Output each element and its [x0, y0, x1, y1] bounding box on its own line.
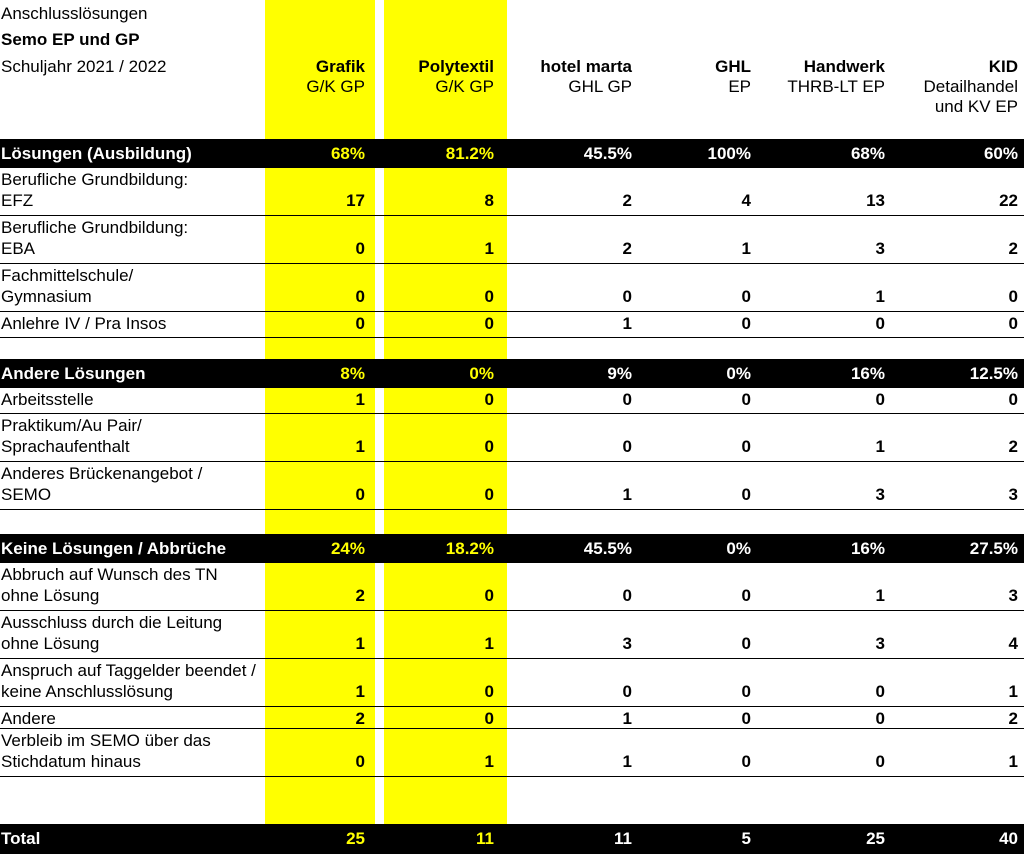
row-label — [1, 660, 256, 702]
table-row — [0, 611, 1024, 659]
row-label — [1, 463, 202, 505]
cell-value: 3 — [1008, 485, 1018, 504]
section-percentage: 24% — [330, 539, 365, 558]
row-label-line: Anlehre IV / Pra Insos — [1, 314, 167, 333]
row-label-line: Praktikum/Au Pair/ — [1, 416, 142, 435]
cell-value: 0 — [741, 485, 751, 504]
table-row — [0, 659, 1024, 707]
column-subtitle: und KV EP — [934, 97, 1018, 116]
cell-value: 2 — [622, 239, 632, 258]
section-percentage: 45.5% — [583, 144, 632, 163]
row-label-line: Stichdatum hinaus — [1, 752, 141, 771]
row-label — [1, 389, 94, 410]
table-row — [0, 707, 1024, 729]
cell-value: 2 — [355, 586, 365, 605]
section-percentage: 11 — [476, 829, 494, 848]
column-header — [858, 57, 1018, 117]
column-subtitle: THRB-LT EP — [787, 77, 885, 96]
table-row — [0, 414, 1024, 462]
section-header-row — [0, 359, 1024, 388]
row-divider — [0, 337, 1024, 338]
row-label — [1, 730, 211, 772]
section-percentage: 16% — [850, 539, 885, 558]
cell-value: 17 — [346, 191, 365, 210]
row-label — [1, 708, 56, 729]
cell-value: 0 — [622, 682, 632, 701]
cell-value: 0 — [484, 709, 494, 728]
cell-value: 4 — [741, 191, 751, 210]
cell-value: 0 — [741, 390, 751, 409]
section-percentage: 11 — [614, 829, 632, 848]
total-label: Total — [1, 829, 41, 848]
section-percentage: 60% — [983, 144, 1018, 163]
table-row — [0, 216, 1024, 264]
row-label-line: Gymnasium — [1, 287, 92, 306]
column-subtitle: GHL GP — [568, 77, 632, 96]
row-label — [1, 564, 218, 606]
cell-value: 1 — [1008, 752, 1018, 771]
row-label-line: Verbleib im SEMO über das — [1, 731, 211, 750]
cell-value: 0 — [741, 682, 751, 701]
cell-value: 0 — [1008, 314, 1018, 333]
row-label — [1, 169, 188, 211]
cell-value: 0 — [622, 586, 632, 605]
cell-value: 0 — [741, 586, 751, 605]
table-row — [0, 462, 1024, 510]
cell-value: 0 — [355, 485, 365, 504]
report-title: Anschlusslösungen — [1, 4, 148, 23]
row-label-line: Anderes Brückenangebot / — [1, 464, 203, 483]
table-row — [0, 729, 1024, 777]
column-subtitle: G/K GP — [435, 77, 494, 96]
cell-value: 1 — [875, 437, 885, 456]
cell-value: 0 — [484, 485, 494, 504]
cell-value: 3 — [875, 485, 885, 504]
cell-value: 1 — [1008, 682, 1018, 701]
cell-value: 1 — [622, 314, 632, 333]
total-row — [0, 824, 1024, 854]
column-subtitle: G/K GP — [306, 77, 365, 96]
cell-value: 0 — [484, 682, 494, 701]
cell-value: 0 — [484, 437, 494, 456]
row-divider — [0, 509, 1024, 510]
cell-value: 1 — [355, 634, 365, 653]
section-percentage: 100% — [707, 144, 751, 163]
cell-value: 1 — [622, 485, 632, 504]
section-percentage: 12.5% — [969, 364, 1018, 383]
table-row — [0, 388, 1024, 414]
cell-value: 0 — [484, 287, 494, 306]
row-label-line: Sprachaufenthalt — [1, 437, 130, 456]
cell-value: 1 — [484, 634, 494, 653]
column-title: Handwerk — [803, 57, 885, 76]
row-label-line: SEMO — [1, 485, 52, 504]
section-percentage: 81.2% — [445, 144, 494, 163]
cell-value: 0 — [741, 752, 751, 771]
cell-value: 1 — [741, 239, 751, 258]
row-label-line: ohne Lösung — [1, 586, 100, 605]
section-percentage: 9% — [607, 364, 632, 383]
section-percentage: 45.5% — [583, 539, 632, 558]
cell-value: 0 — [741, 314, 751, 333]
row-label-line: EBA — [1, 239, 36, 258]
row-label-line: Fachmittelschule/ — [1, 266, 134, 285]
cell-value: 1 — [622, 752, 632, 771]
cell-value: 0 — [875, 682, 885, 701]
cell-value: 4 — [1008, 634, 1018, 653]
cell-value: 0 — [355, 314, 365, 333]
row-label-line: Anspruch auf Taggelder beendet / — [1, 661, 256, 680]
column-title: hotel marta — [540, 57, 632, 76]
cell-value: 1 — [355, 390, 365, 409]
cell-value: 2 — [1008, 437, 1018, 456]
column-title: KID — [988, 57, 1018, 76]
row-label-line: Berufliche Grundbildung: — [1, 218, 189, 237]
section-percentage: 27.5% — [969, 539, 1018, 558]
row-label — [1, 217, 188, 259]
section-percentage: 5 — [741, 829, 751, 848]
row-label — [1, 612, 222, 654]
cell-value: 0 — [875, 709, 885, 728]
cell-value: 0 — [875, 752, 885, 771]
cell-value: 0 — [741, 709, 751, 728]
cell-value: 1 — [484, 239, 494, 258]
cell-value: 13 — [866, 191, 885, 210]
section-percentage: 25 — [866, 829, 885, 848]
cell-value: 2 — [355, 709, 365, 728]
column-subtitle: EP — [728, 77, 751, 96]
report-subtitle: Semo EP und GP — [1, 30, 140, 49]
cell-value: 0 — [875, 314, 885, 333]
cell-value: 1 — [875, 287, 885, 306]
column-title: GHL — [715, 57, 751, 76]
section-header-row — [0, 534, 1024, 563]
row-label-line: Ausschluss durch die Leitung — [1, 613, 223, 632]
cell-value: 0 — [622, 437, 632, 456]
cell-value: 8 — [484, 191, 494, 210]
cell-value: 3 — [875, 634, 885, 653]
column-title: Polytextil — [418, 57, 494, 76]
cell-value: 0 — [484, 390, 494, 409]
cell-value: 0 — [741, 437, 751, 456]
cell-value: 3 — [875, 239, 885, 258]
cell-value: 0 — [355, 752, 365, 771]
row-label — [1, 313, 166, 334]
table-row — [0, 312, 1024, 338]
row-label-line: Abbruch auf Wunsch des TN — [1, 565, 218, 584]
cell-value: 0 — [741, 287, 751, 306]
cell-value: 0 — [622, 390, 632, 409]
row-label — [1, 265, 133, 307]
cell-value: 3 — [1008, 586, 1018, 605]
cell-value: 2 — [1008, 239, 1018, 258]
section-percentage: 40 — [999, 829, 1018, 848]
section-percentage: 18.2% — [445, 539, 494, 558]
section-percentage: 8% — [340, 364, 365, 383]
row-label-line: Berufliche Grundbildung: — [1, 170, 189, 189]
cell-value: 0 — [355, 287, 365, 306]
section-title: Keine Lösungen / Abbrüche — [1, 539, 227, 558]
section-percentage: 0% — [469, 364, 494, 383]
column-title: Grafik — [315, 57, 365, 76]
cell-value: 0 — [622, 287, 632, 306]
row-label-line: ohne Lösung — [1, 634, 100, 653]
cell-value: 1 — [622, 709, 632, 728]
row-label-line: keine Anschlusslösung — [1, 682, 174, 701]
cell-value: 0 — [484, 586, 494, 605]
cell-value: 1 — [484, 752, 494, 771]
section-percentage: 0% — [726, 539, 751, 558]
row-label-line: Arbeitsstelle — [1, 390, 94, 409]
cell-value: 0 — [875, 390, 885, 409]
section-percentage: 16% — [850, 364, 885, 383]
section-percentage: 25 — [346, 829, 365, 848]
school-year: Schuljahr 2021 / 2022 — [1, 57, 167, 76]
column-subtitle: Detailhandel — [923, 77, 1018, 96]
cell-value: 1 — [875, 586, 885, 605]
cell-value: 0 — [355, 239, 365, 258]
table-row — [0, 264, 1024, 312]
section-percentage: 68% — [330, 144, 365, 163]
row-label-line: Andere — [1, 709, 56, 728]
row-label-line: EFZ — [1, 191, 34, 210]
row-label — [1, 415, 142, 457]
cell-value: 1 — [355, 437, 365, 456]
row-divider — [0, 776, 1024, 777]
table-row — [0, 563, 1024, 611]
section-title: Lösungen (Ausbildung) — [1, 144, 192, 163]
table-row — [0, 168, 1024, 216]
section-title: Andere Lösungen — [1, 364, 146, 383]
cell-value: 2 — [622, 191, 632, 210]
cell-value: 0 — [484, 314, 494, 333]
cell-value: 1 — [355, 682, 365, 701]
cell-value: 0 — [1008, 287, 1018, 306]
cell-value: 0 — [1008, 390, 1018, 409]
cell-value: 3 — [622, 634, 632, 653]
cell-value: 22 — [999, 191, 1018, 210]
section-header-row — [0, 139, 1024, 168]
section-percentage: 68% — [850, 144, 885, 163]
cell-value: 0 — [741, 634, 751, 653]
section-percentage: 0% — [726, 364, 751, 383]
cell-value: 2 — [1008, 709, 1018, 728]
column-header — [334, 57, 494, 97]
